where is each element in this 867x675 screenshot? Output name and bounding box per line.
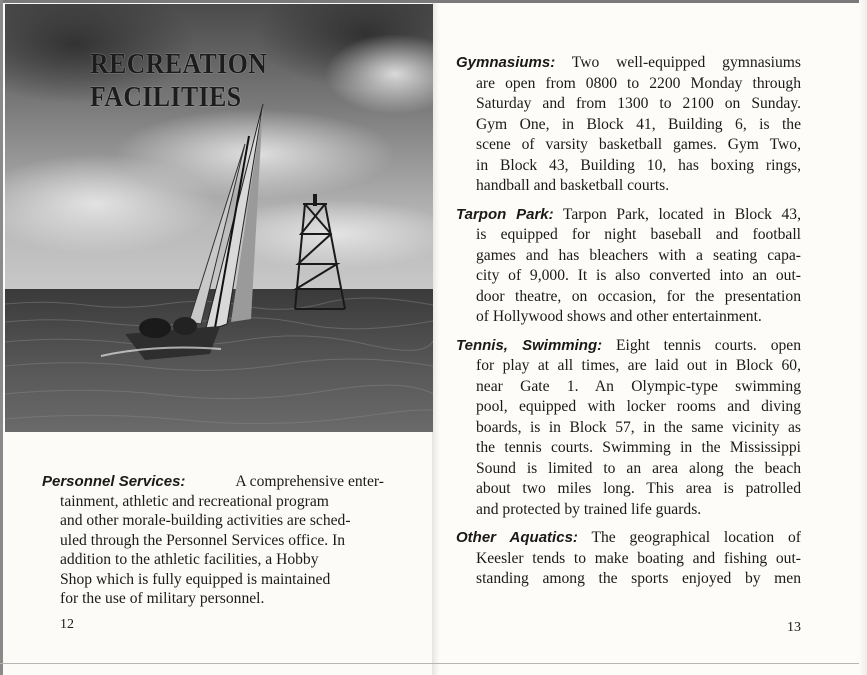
personnel-services-paragraph <box>42 472 384 609</box>
paragraph-line: scene of varsity basketball games. Gym Two, <box>476 136 801 153</box>
tennis-swimming-section <box>456 336 801 521</box>
paragraph-line: for play at all times, are laid out in Block 60, <box>476 357 801 374</box>
gymnasiums-section <box>456 53 801 197</box>
paragraph-line: city of 9,000. It is also converted into an out- <box>476 267 801 284</box>
section-first-line <box>456 53 801 74</box>
line-text: for the use of military personnel. <box>60 590 265 607</box>
section-first-line <box>456 528 801 549</box>
paragraph-first-line <box>42 472 384 492</box>
paragraph-line: Saturday and from 1300 to 2100 on Sunday. <box>476 95 801 112</box>
paragraph-line: standing among the sports enjoyed by men <box>476 570 801 587</box>
paragraph-line: door theatre, on occasion, for the presentation <box>476 287 801 305</box>
section-heading: Gymnasiums: <box>456 54 556 71</box>
other-aquatics-section <box>456 528 801 590</box>
page-gutter <box>432 0 440 675</box>
section-heading: Other Aquatics: <box>456 529 578 546</box>
line-text: Shop which is fully equipped is maintained <box>60 570 331 588</box>
line-text: The geographical location of <box>591 529 801 546</box>
paragraph-line: Gym One, in Block 41, Building 6, is the <box>476 115 801 133</box>
paragraph-line: of Hollywood shows and other entertainment. <box>476 308 762 325</box>
paragraph-line: the tennis courts. Swimming in the Mississippi <box>476 439 801 456</box>
paragraph-line: is equipped for night baseball and football <box>476 226 801 243</box>
paragraph-line <box>42 550 384 570</box>
paragraph-line: games and has bleachers with a seating capa- <box>476 246 801 264</box>
top-edge-line <box>0 0 867 3</box>
paragraph-line: Keesler tends to make boating and fishing out- <box>476 549 801 567</box>
paragraph-line <box>42 570 384 590</box>
section-heading: Tarpon Park: <box>456 205 554 223</box>
paragraph-line: about two miles long. This area is patrolled <box>476 480 801 497</box>
section-first-line <box>456 205 801 226</box>
right-column-text <box>456 53 801 598</box>
paragraph-line <box>42 492 384 512</box>
paragraph-line <box>42 511 384 531</box>
line-text: Eight tennis courts. open <box>616 336 801 354</box>
section-first-line <box>456 336 801 357</box>
page-number-left: 12 <box>60 617 74 632</box>
line-text: uled through the Personnel Services office. In <box>60 531 346 549</box>
paragraph-line: and protected by trained life guards. <box>476 500 702 518</box>
bottom-edge-line <box>0 663 867 664</box>
left-edge-line <box>0 0 3 675</box>
photo-title-line: FACILITIES <box>90 82 242 113</box>
paragraph-line: handball and basketball courts. <box>476 177 670 194</box>
line-text: Tarpon Park, located in Block 43, <box>562 205 801 223</box>
page-number-right: 13 <box>787 620 801 635</box>
paragraph-line: pool, equipped with locker rooms and diving <box>476 398 801 415</box>
right-edge-shadow <box>859 0 867 675</box>
line-text: Two well-equipped gymnasiums <box>571 54 802 71</box>
paragraph-line <box>42 531 384 551</box>
photo-title <box>90 48 267 114</box>
paragraph-line <box>42 589 384 609</box>
paragraph-line: boards, is in Block 57, in the same vicinity as <box>476 418 801 436</box>
paragraph-line: near Gate 1. An Olympic-type swimming <box>476 377 801 395</box>
section-heading: Tennis, Swimming: <box>456 336 603 354</box>
paragraph-line: A comprehensive enter- <box>235 473 384 490</box>
section-heading: Personnel Services: <box>42 473 186 490</box>
paragraph-line: in Block 43, Building 10, has boxing rings, <box>476 156 801 174</box>
tarpon-park-section <box>456 205 801 328</box>
line-text: and other morale-building activities are sched- <box>60 512 351 529</box>
photo-title-line: RECREATION <box>90 49 268 80</box>
paragraph-line: are open from 0800 to 2200 Monday through <box>476 74 801 92</box>
paragraph-line: Sound is limited to an area along the beach <box>476 459 801 477</box>
line-text: tainment, athletic and recreational program <box>60 492 329 510</box>
line-text: addition to the athletic facilities, a Hobby <box>60 551 319 568</box>
